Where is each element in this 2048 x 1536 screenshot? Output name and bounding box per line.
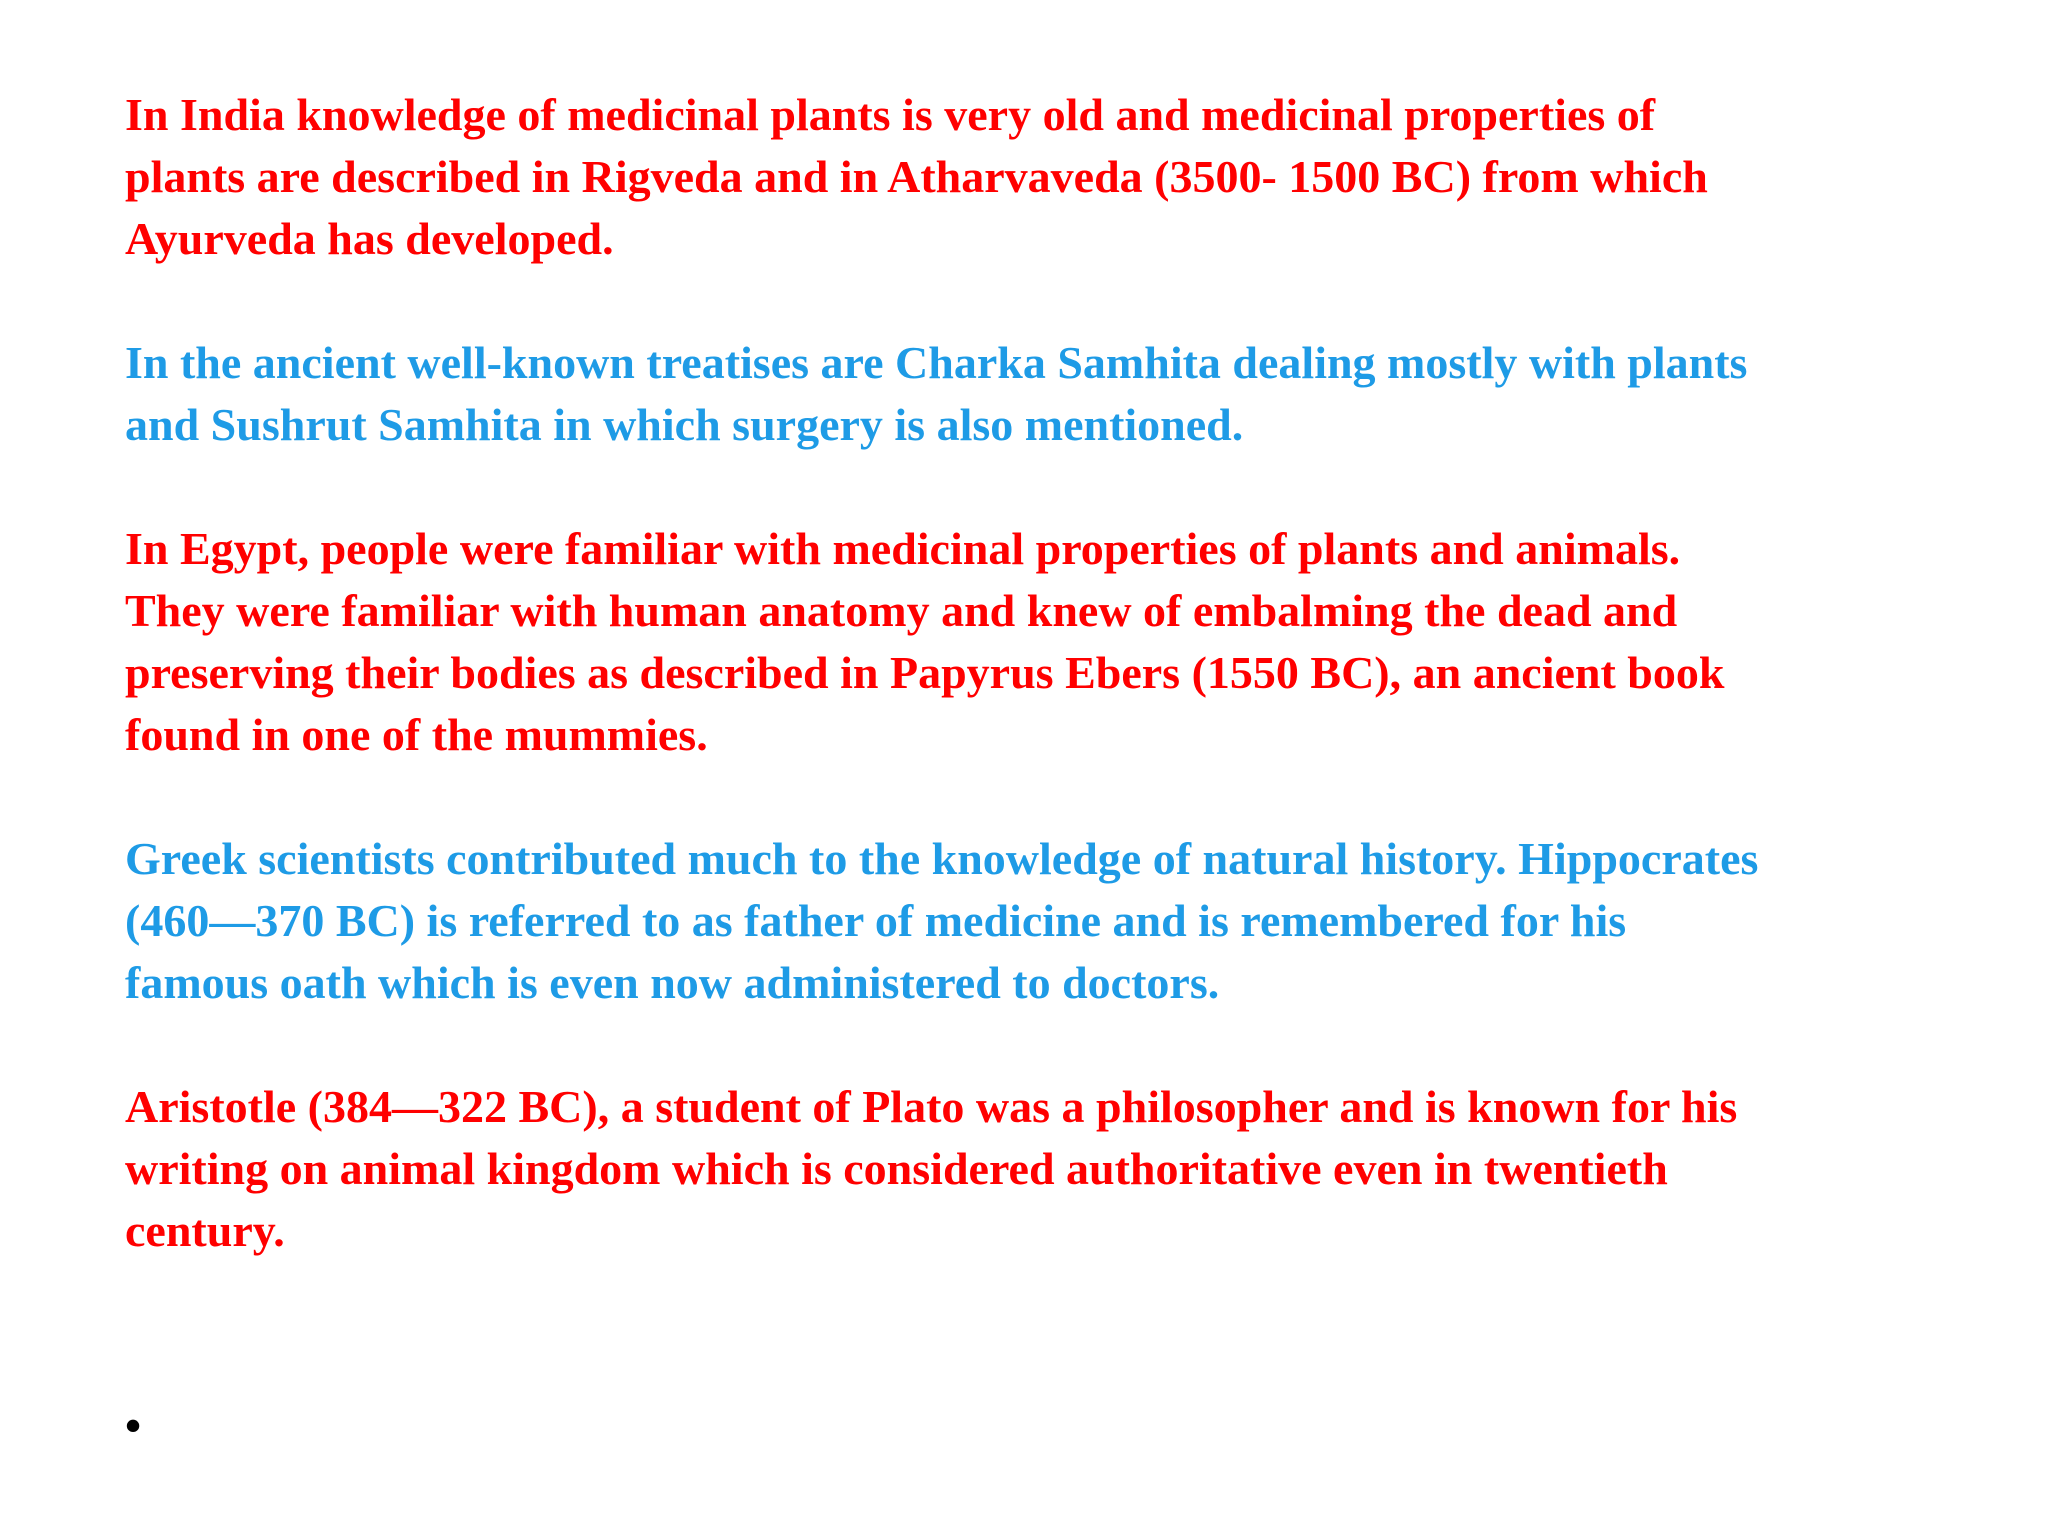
document-body: [125, 84, 1995, 1324]
paragraph-greek-scientists: Greek scientists contributed much to the knowledge of natural history. Hippocrates (460—370 BC) is referred to as father of medicine and is remembered for his famous oath which is even now administered to doctors.: [125, 833, 1759, 1008]
paragraph-egypt: In Egypt, people were familiar with medicinal properties of plants and animals. They were familiar with human anatomy and knew of embalming the dead and preserving their bodies as described in Papyrus Ebers (1550 BC), an ancient book found in one of the mummies.: [125, 523, 1725, 760]
paragraph-ancient-treatises: In the ancient well-known treatises are Charka Samhita dealing mostly with plants and Sushrut Samhita in which surgery is also mentioned.: [125, 337, 1748, 450]
paragraph-aristotle: Aristotle (384—322 BC), a student of Plato was a philosopher and is known for his writing on animal kingdom which is considered authoritative even in twentieth century.: [125, 1081, 1738, 1256]
paragraph-india-medicinal-plants: In India knowledge of medicinal plants is very old and medicinal properties of plants are described in Rigveda and in Atharvaveda (3500- 1500 BC) from which Ayurveda has developed.: [125, 89, 1708, 264]
bullet-point: •: [125, 1400, 142, 1451]
